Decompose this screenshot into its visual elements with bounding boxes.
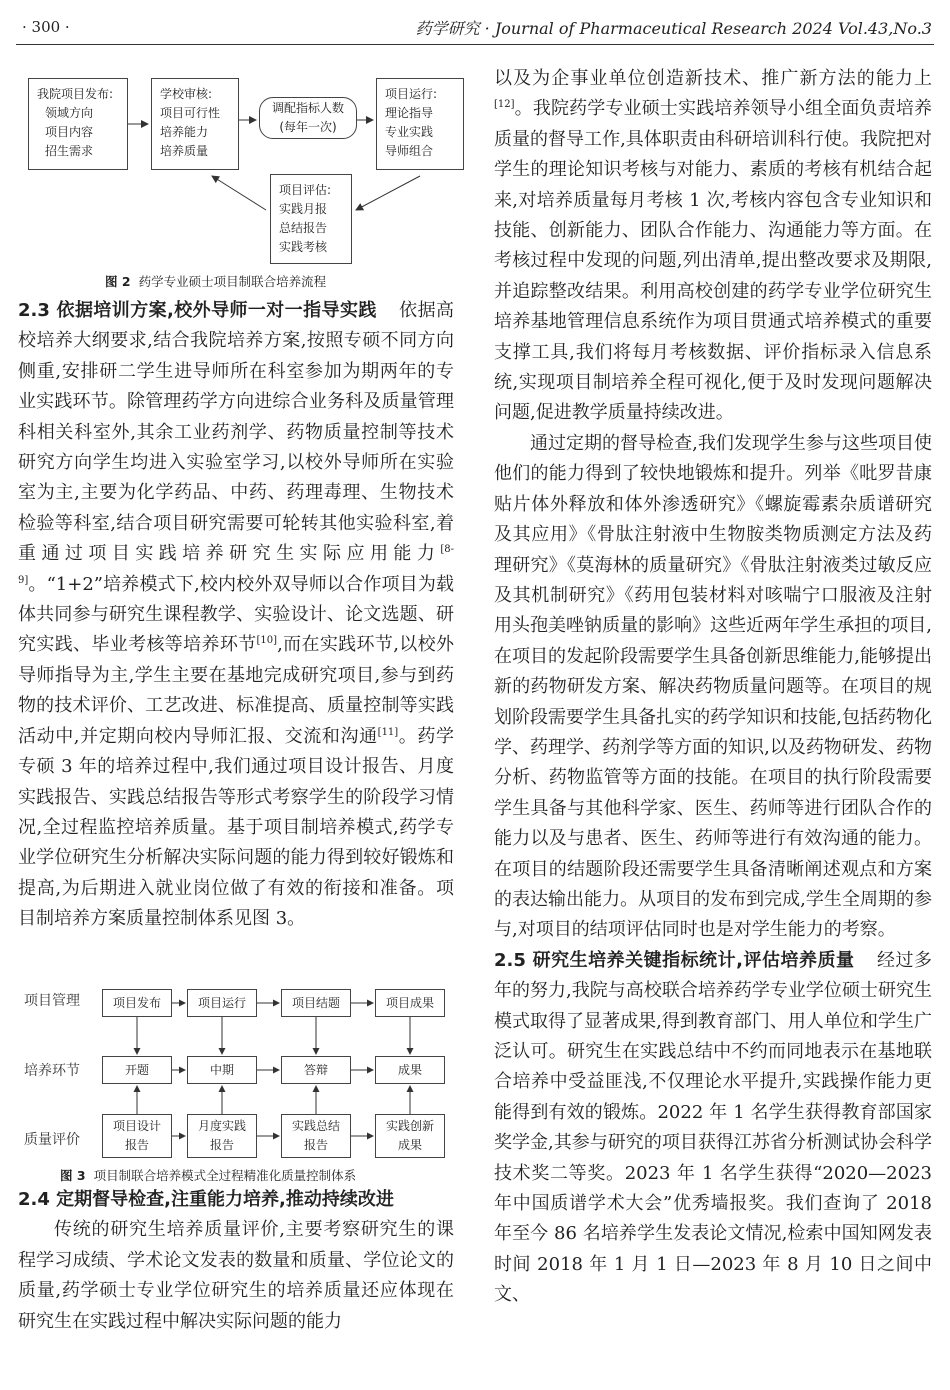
fig3-box-project-outcome: 项目成果 xyxy=(375,989,445,1017)
left-column-lower xyxy=(18,1185,454,1337)
section-2-3-text: 。药学专硕 3 年的培养过程中,我们通过项目设计报告、月度实践报告、实践总结报告等形式考察学生的阶段学习情况,全过程监控培养质量。基于项目制培养模式,药学专业学位研究生分析解决实际问题的能力得到较好锻炼和提高,为后期进入就业岗位做了有效的衔接和准备。项目制培养方案质量控制体系见图 3。 xyxy=(18,725,454,930)
fig2-box4-line: 导师组合 xyxy=(385,144,434,158)
fig2-arrow xyxy=(356,176,420,210)
fig3-box-results: 成果 xyxy=(375,1056,445,1084)
page-number: · 300 · xyxy=(22,18,70,36)
citation: [8-9] xyxy=(18,544,454,586)
fig2-box1-line: 招生需求 xyxy=(45,144,94,158)
fig2-box3-line: 调配指标人数 xyxy=(271,101,344,115)
page-header xyxy=(0,0,950,44)
fig2-box4-line: 专业实践 xyxy=(385,125,434,139)
fig2-box5-line: 项目评估: xyxy=(279,183,332,197)
fig3-box-project-operation: 项目运行 xyxy=(187,989,257,1017)
fig2-box2-line: 学校审核: xyxy=(160,87,213,101)
fig2-box5-line: 实践月报 xyxy=(279,202,328,216)
fig2-box1-line: 领域方向 xyxy=(45,106,94,120)
fig2-caption-text: 药学专业硕士项目制联合培养流程 xyxy=(138,274,327,289)
paragraph-text: 以及为企事业单位创造新技术、推广新方法的能力上 xyxy=(494,68,932,89)
right-column xyxy=(494,64,932,1311)
section-2-4-heading xyxy=(18,1185,454,1215)
fig2-caption xyxy=(105,272,326,290)
fig3-caption-label: 图 3 xyxy=(60,1168,86,1183)
fig3-box-line: 月度实践 xyxy=(197,1119,246,1133)
header-rule xyxy=(16,44,934,45)
fig3-box-monthly-report xyxy=(187,1114,257,1158)
fig2-box4-line: 项目运行: xyxy=(385,87,438,101)
section-2-3-text: 。“1+2”培养模式下,校内校外双导师以合作项目为载体共同参与研究生课程教学、实验设计、论文选题、研究实践、毕业考核等培养环节 xyxy=(18,573,454,656)
fig3-box-line: 实践总结 xyxy=(291,1119,340,1133)
fig2-box-school-review xyxy=(151,78,239,170)
fig2-box2-line: 培养质量 xyxy=(160,144,209,158)
fig3-box-innovation-results xyxy=(375,1114,445,1158)
section-2-3-text: 依据高校培养大纲要求,结合我院培养方案,按照专硕不同方向侧重,安排研二学生进导师所在科室参加为期两年的专业实践环节。除管理药学方向进综合业务科及质量管理科相关科室外,其余工业药剂学、药物质量控制等技术研究方向学生均进入实验室学习,以校外导师所在实验室为主,主要为化学药品、中药、药理毒理、生物技术检验等科室,结合项目研究需要可轮转其他实验科室,着重通过项目实践培养研究生实际应用能力 xyxy=(18,300,454,565)
fig3-box-line: 报告 xyxy=(124,1138,149,1152)
citation: [11] xyxy=(377,726,399,738)
fig2-box3-line: (每年一次) xyxy=(279,120,337,134)
fig2-box5-line: 总结报告 xyxy=(279,221,328,235)
section-2-5-title: 2.5 研究生培养关键指标统计,评估培养质量 xyxy=(494,949,855,971)
fig3-row-label: 培养环节 xyxy=(24,1063,80,1079)
fig3-box-line: 报告 xyxy=(209,1138,234,1152)
fig2-box-allocate-quota xyxy=(259,97,357,139)
fig2-box4-line: 理论指导 xyxy=(385,106,434,120)
fig2-box1-line: 项目内容 xyxy=(45,125,94,139)
section-2-4-paragraph: 传统的研究生培养质量评价,主要考察研究生的课程学习成绩、学术论文发表的数量和质量、学位论文的质量,药学硕士专业学位研究生的培养质量还应体现在研究生在实践过程中解决实际问题的能力 xyxy=(18,1219,454,1332)
section-2-5 xyxy=(494,946,932,1311)
fig3-box-project-release: 项目发布 xyxy=(102,989,172,1017)
fig3-row-label: 项目管理 xyxy=(24,993,80,1009)
left-column xyxy=(18,296,454,935)
section-2-3-title: 2.3 依据培训方案,校外导师一对一指导实践 xyxy=(18,300,377,321)
fig3-box-summary-report xyxy=(281,1114,351,1158)
fig3-box-line: 报告 xyxy=(303,1138,328,1152)
fig2-box-project-release xyxy=(28,78,128,170)
fig2-box2-line: 项目可行性 xyxy=(160,106,221,120)
fig3-caption xyxy=(60,1166,356,1184)
right-paragraph-2: 通过定期的督导检查,我们发现学生参与这些项目使他们的能力得到了较快地锻炼和提升。列举《吡罗昔康贴片体外释放和体外渗透研究》《螺旋霉素杂质谱研究及其应用》《骨肽注射液中生物胺类物质测定方法及药理研究》《莫海林的质量研究》《骨肽注射液类过敏反应及其机制研究》《药用包装材料对咳喘宁口服液及注射用头孢美唑钠质量的影响》这些近两年学生承担的项目,在项目的发起阶段需要学生具备创新思维能力,能够提出新的药物研发方案、解决药物质量问题等。在项目的规划阶段需要学生具备扎实的药学知识和技能,包括药物化学、药理学、药剂学等方面的知识,以及药物研发、药物分析、药物监管等方面的技能。在项目的执行阶段需要学生具备与其他科学家、医生、药师等进行团队合作的能力以及与患者、医生、药师等进行有效沟通的能力。在项目的结题阶段还需要学生具备清晰阐述观点和方案的表达输出能力。从项目的发布到完成,学生全周期的参与,对项目的结项评估同时也是对学生能力的考察。 xyxy=(494,432,932,941)
fig3-caption-text: 项目制联合培养模式全过程精准化质量控制体系 xyxy=(93,1168,357,1183)
citation: [10] xyxy=(256,635,278,647)
fig3-box-proposal: 开题 xyxy=(102,1056,172,1084)
fig2-caption-label: 图 2 xyxy=(105,274,131,289)
right-paragraph-1 xyxy=(494,64,932,429)
fig2-box5-line: 实践考核 xyxy=(279,240,328,254)
fig3-box-line: 实践创新 xyxy=(385,1119,434,1133)
section-2-3 xyxy=(18,296,454,935)
fig2-box-project-evaluation xyxy=(270,174,352,264)
fig3-box-midterm: 中期 xyxy=(187,1056,257,1084)
citation: [12] xyxy=(494,99,515,111)
fig2-box2-line: 培养能力 xyxy=(160,125,209,139)
fig3-box-line: 项目设计 xyxy=(112,1119,161,1133)
fig2-arrow xyxy=(212,176,266,210)
fig3-box-line: 成果 xyxy=(397,1138,422,1152)
section-2-4-title: 2.4 定期督导检查,注重能力培养,推动持续改进 xyxy=(18,1189,394,1210)
section-2-5-text: 经过多年的努力,我院与高校联合培养药学专业学位硕士研究生模式取得了显著成果,得到教育部门、用人单位和学生广泛认可。研究生在实践总结中不约而同地表示在基地联合培养中受益匪浅,不仅理论水平提升,实践操作能力更能得到有效的锻炼。2022 年 1 名学生获得教育部国家奖学金,其参与研究的项目获得江苏省分析测试协会科学技术奖二等奖。2023 年 1 名学生获得“2020—2023 年中国质谱学术大会”优秀墙报奖。我们查询了 2018 年至今 86 名培养学生发表论文情况,检索中国知网发表时间 2018 年 1 月 1 日—2023 年 8 月 10 日之间中文、 xyxy=(494,949,932,1306)
fig3-row-label: 质量评价 xyxy=(24,1132,80,1148)
fig3-box-defense: 答辩 xyxy=(281,1056,351,1084)
journal-title: 药学研究 · Journal of Pharmaceutical Research 2024 Vol.43,No.3 xyxy=(415,19,932,38)
section-2-3-text: ,而在实践环节,以校外导师指导为主,学生主要在基地完成研究项目,参与到药物的技术评价、工艺改进、标准提高、质量控制等实践活动中,并定期向校内导师汇报、交流和沟通 xyxy=(18,634,454,747)
fig2-box1-line: 我院项目发布: xyxy=(37,87,114,101)
fig3-box-design-report xyxy=(102,1114,172,1158)
fig2-box-project-operation xyxy=(376,78,464,170)
fig3-box-project-completion: 项目结题 xyxy=(281,989,351,1017)
paragraph-text: 。我院药学专业硕士实践培养领导小组全面负责培养质量的督导工作,具体职责由科研培训科行使。我院把对学生的理论知识考核与对能力、素质的考核有机结合起来,对培养质量每月考核 1 次,考核内容包含专业知识和技能、创新能力、团队合作能力、沟通能力等方面。在考核过程中发现的问题,列出清单,提出整改要求及期限,并追踪整改结果。利用高校创建的药学专业学位研究生培养基地管理信息系统作为项目贯通式培养模式的重要支撑工具,我们将每月考核数据、评价指标录入信息系统,实现项目制培养全程可视化,便于及时发现问题解决问题,促进教学质量持续改进。 xyxy=(494,98,932,424)
